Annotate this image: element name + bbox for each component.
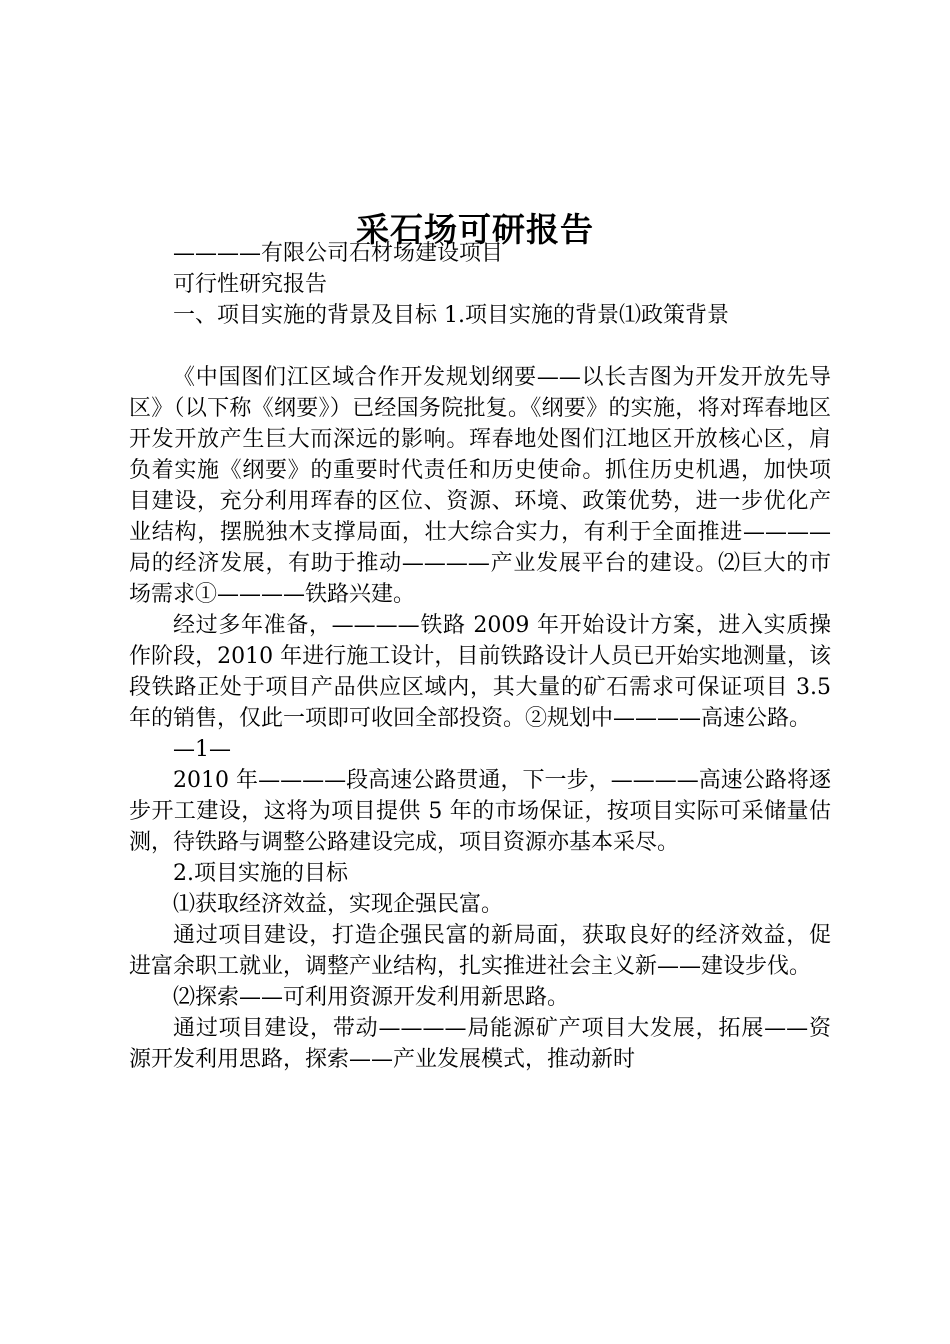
project-name-line: ————有限公司石材场建设项目 — [173, 241, 504, 266]
document-body — [129, 238, 831, 1075]
page-number: —1— — [173, 737, 231, 762]
paragraph-railway-demand: 经过多年准备，————铁路 2009 年开始设计方案，进入实质操作阶段，2010 年进行施工设计，目前铁路设计人员已开始实地测量，该段铁路正处于项目产品供应区域内，其大量的矿石需求可保证项目 3.5 年的销售，仅此一项即可收回全部投资。②规划中————高速公路。 — [129, 613, 831, 731]
section-heading-background: 一、项目实施的背景及目标 1.项目实施的背景⑴政策背景 — [173, 303, 729, 328]
paragraph-policy-background: 《中国图们江区域合作开发规划纲要——以长吉图为开发开放先导区》（以下称《纲要》）已经国务院批复。《纲要》的实施，将对珲春地区开发开放产生巨大而深远的影响。珲春地处图们江地区开放核心区，肩负着实施《纲要》的重要时代责任和历史使命。抓住历史机遇，加快项目建设，充分利用珲春的区位、资源、环境、政策优势，进一步优化产业结构，摆脱独木支撑局面，壮大综合实力，有利于全面推进————局的经济发展，有助于推动————产业发展平台的建设。⑵巨大的市场需求①————铁路兴建。 — [129, 365, 831, 607]
paragraph-highway-demand: 2010 年————段高速公路贯通，下一步，————高速公路将逐步开工建设，这将为项目提供 5 年的市场保证，按项目实际可采储量估测，待铁路与调整公路建设完成，项目资源亦基本采尽。 — [129, 768, 831, 855]
report-type-line: 可行性研究报告 — [173, 272, 328, 297]
goal-1-paragraph: 通过项目建设，打造企强民富的新局面，获取良好的经济效益，促进富余职工就业，调整产业结构，扎实推进社会主义新——建设步伐。 — [129, 923, 831, 979]
goal-2-paragraph: 通过项目建设，带动————局能源矿产项目大发展，拓展——资源开发利用思路，探索——产业发展模式，推动新时 — [129, 1016, 831, 1072]
section-heading-goals: 2.项目实施的目标 — [173, 861, 348, 886]
goal-1-heading: ⑴获取经济效益，实现企强民富。 — [173, 892, 504, 917]
goal-2-heading: ⑵探索——可利用资源开发利用新思路。 — [173, 985, 570, 1010]
document-title: 采石场可研报告 — [356, 210, 594, 250]
